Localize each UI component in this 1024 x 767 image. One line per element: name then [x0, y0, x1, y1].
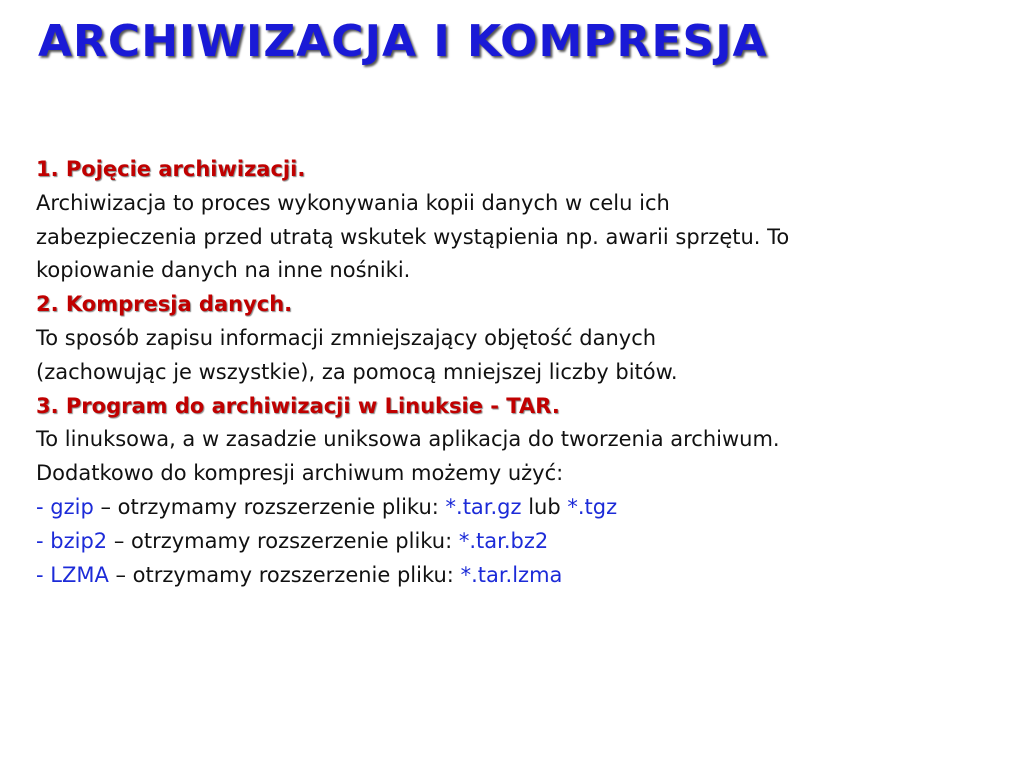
slide-content: [36, 153, 996, 592]
section-3-heading: 3. Program do archiwizacji w Linuksie - TAR.: [36, 393, 560, 418]
section-2-line-2: (zachowując je wszystkie), za pomocą mniejszej liczby bitów.: [36, 359, 678, 384]
list-item-gzip: [36, 491, 996, 525]
list-item-tool: - bzip2: [36, 528, 108, 553]
section-1-line-1: Archiwizacja to proces wykonywania kopii danych w celu ich: [36, 190, 670, 215]
list-item-extension: *.tar.lzma: [460, 562, 563, 587]
list-item-lzma: [36, 559, 996, 593]
section-2-heading: 2. Kompresja danych.: [36, 292, 293, 317]
list-item-separator: lub: [521, 494, 568, 519]
list-item-extension: *.tar.bz2: [458, 528, 549, 553]
list-item-extension: *.tar.gz: [445, 494, 522, 519]
slide-title: ARCHIWIZACJA I KOMPRESJA: [38, 16, 768, 67]
list-item-bzip2: [36, 525, 996, 559]
section-1-line-3: kopiowanie danych na inne nośniki.: [36, 258, 411, 283]
section-1-line-2: zabezpieczenia przed utratą wskutek wystąpienia np. awarii sprzętu. To: [36, 224, 790, 249]
section-3-line-2: Dodatkowo do kompresji archiwum możemy użyć:: [36, 461, 564, 486]
section-1-heading: 1. Pojęcie archiwizacji.: [36, 157, 306, 181]
list-item-extension-alt: *.tgz: [567, 494, 618, 519]
list-item-desc: – otrzymamy rozszerzenie pliku:: [108, 562, 461, 587]
section-2-line-1: To sposób zapisu informacji zmniejszający objętość danych: [36, 325, 657, 350]
section-3-line-1: To linuksowa, a w zasadzie uniksowa aplikacja do tworzenia archiwum.: [36, 427, 780, 452]
list-item-desc: – otrzymamy rozszerzenie pliku:: [93, 494, 446, 519]
list-item-desc: – otrzymamy rozszerzenie pliku:: [107, 528, 459, 553]
list-item-tool: - LZMA: [36, 562, 109, 587]
list-item-tool: - gzip: [36, 494, 94, 519]
